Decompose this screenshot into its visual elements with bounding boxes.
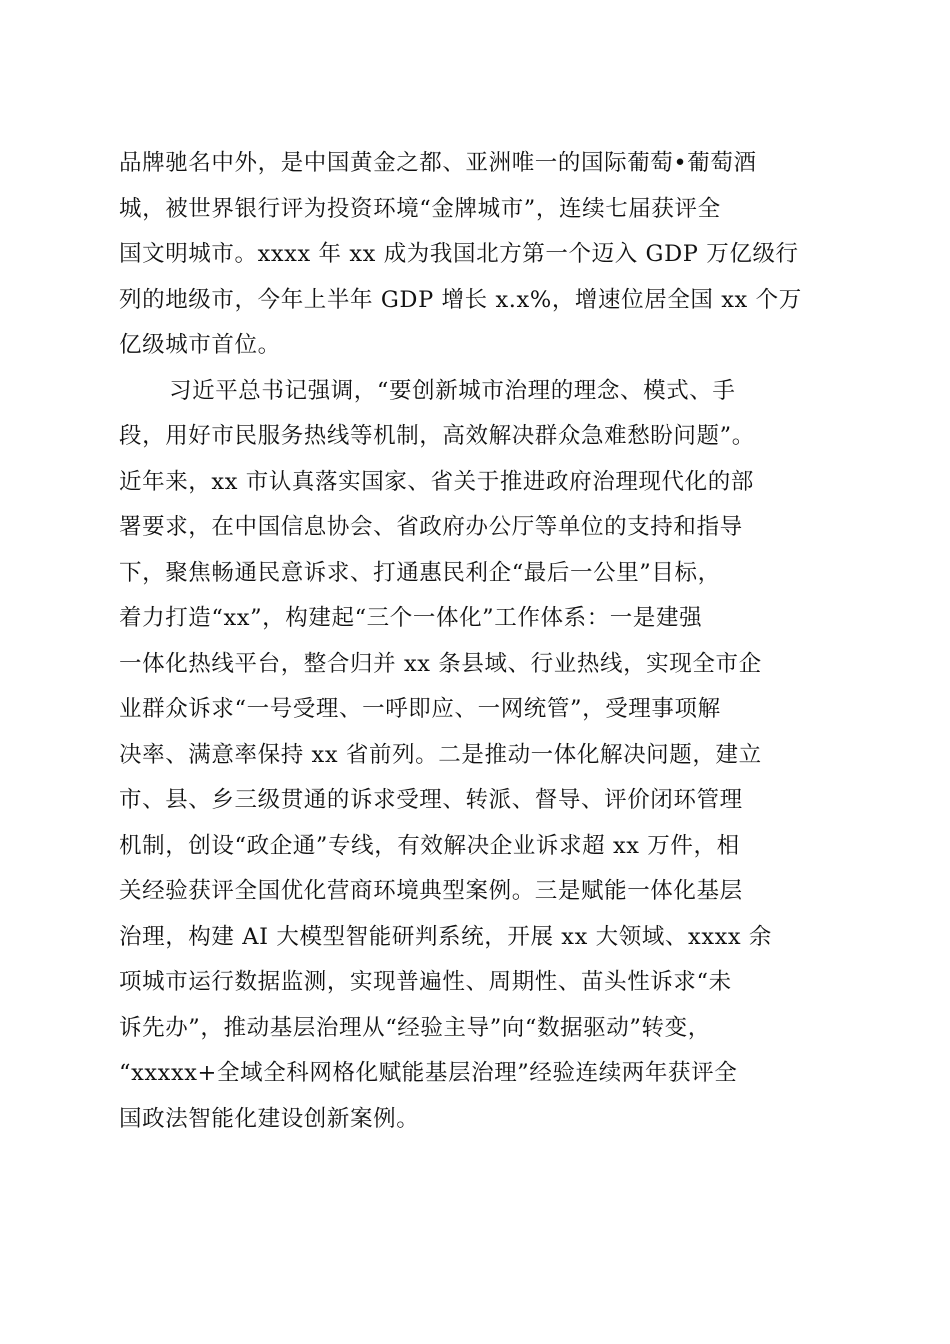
text-line: 近年来，xx 市认真落实国家、省关于推进政府治理现代化的部: [119, 468, 754, 495]
text-line: 机制，创设“政企通”专线，有效解决企业诉求超 xx 万件，相: [119, 832, 740, 859]
text-line: 决率、满意率保持 xx 省前列。二是推动一体化解决问题，建立: [119, 741, 762, 768]
text-line: 一体化热线平台，整合归并 xx 条县域、行业热线，实现全市企: [119, 650, 762, 677]
text-line: 项城市运行数据监测，实现普遍性、周期性、苗头性诉求“未: [119, 969, 732, 995]
text-line: 署要求，在中国信息协会、省政府办公厅等单位的支持和指导: [119, 514, 743, 540]
text-line: 品牌驰名中外，是中国黄金之都、亚洲唯一的国际葡萄•葡萄酒: [119, 150, 757, 176]
text-line: 国政法智能化建设创新案例。: [119, 1105, 420, 1132]
text-line: 国文明城市。xxxx 年 xx 成为我国北方第一个迈入 GDP 万亿级行: [119, 241, 799, 267]
text-line: 诉先办”，推动基层治理从“经验主导”向“数据驱动”转变，: [119, 1014, 711, 1041]
text-line: 列的地级市，今年上半年 GDP 增长 x.x%，增速位居全国 xx 个万: [119, 286, 802, 313]
paragraph-1: [119, 141, 831, 369]
text-line: 业群众诉求“一号受理、一呼即应、一网统管”，受理事项解: [119, 696, 721, 722]
text-line: 着力打造“xx”，构建起“三个一体化”工作体系：一是建强: [119, 605, 703, 631]
text-line: 市、县、乡三级贯通的诉求受理、转派、督导、评价闭环管理: [119, 787, 743, 813]
text-line: “xxxxx+全域全科网格化赋能基层治理”经验连续两年获评全: [119, 1060, 738, 1086]
text-line: 亿级城市首位。: [119, 332, 281, 358]
text-line: 习近平总书记强调，“要创新城市治理的理念、模式、手: [169, 377, 736, 404]
text-line: 关经验获评全国优化营商环境典型案例。三是赋能一体化基层: [119, 878, 743, 904]
text-line: 段，用好市民服务热线等机制，高效解决群众急难愁盼问题”。: [119, 423, 755, 449]
text-line: 下，聚焦畅通民意诉求、打通惠民利企“最后一公里”目标，: [119, 559, 721, 586]
document-body: [119, 141, 831, 1142]
paragraph-2: [119, 369, 831, 1143]
text-line: 治理，构建 AI 大模型智能研判系统，开展 xx 大领域、xxxx 余: [119, 923, 773, 950]
text-line: 城，被世界银行评为投资环境“金牌城市”，连续七届获评全: [119, 195, 721, 222]
